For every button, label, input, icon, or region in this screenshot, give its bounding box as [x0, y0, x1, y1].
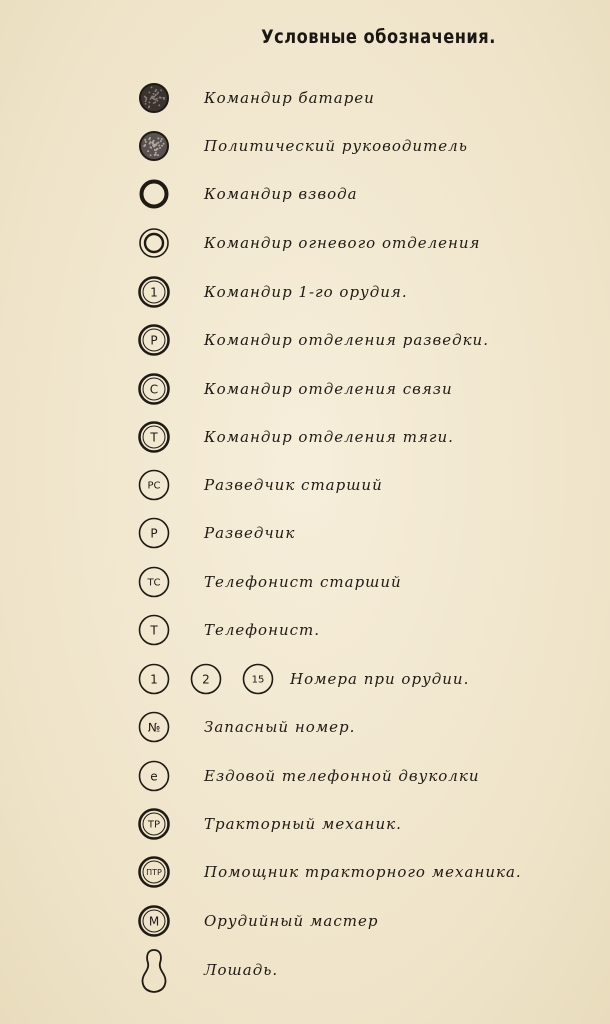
ring-letter-icon: [136, 419, 172, 455]
legend-label: Политический руководитель: [204, 137, 468, 155]
legend-label: Телефонист.: [204, 621, 321, 639]
svg-text:15: 15: [251, 674, 265, 686]
gun-number-2-icon: [188, 661, 224, 697]
legend-label: Помощник тракторного механика.: [204, 863, 522, 881]
legend-symbol: [134, 946, 174, 996]
legend-symbol: [134, 707, 174, 747]
legend-row: [0, 272, 610, 312]
legend-label: Разведчик старший: [204, 476, 383, 494]
legend-label: Тракторный механик.: [204, 815, 402, 833]
svg-text:1: 1: [150, 285, 158, 300]
legend-label: Орудийный мастер: [204, 912, 379, 930]
svg-text:1: 1: [150, 672, 158, 687]
page-title: Условные обозначения.: [261, 26, 496, 48]
legend-label: Командир огневого отделения: [204, 234, 481, 252]
legend-symbol: [134, 320, 174, 360]
svg-text:Р: Р: [150, 333, 158, 348]
legend-label: Командир 1-го орудия.: [204, 283, 408, 301]
ring-letter-icon: [136, 274, 172, 310]
ring-letter-icon: [136, 903, 172, 939]
legend-row: [0, 610, 610, 650]
legend-symbol: [134, 272, 174, 312]
svg-text:ТР: ТР: [147, 819, 161, 831]
legend-symbol: [134, 610, 174, 650]
svg-text:ПТР: ПТР: [146, 867, 162, 877]
legend-label: Запасный номер.: [204, 718, 356, 736]
thick-ring-icon: [136, 176, 172, 212]
ring-letter-icon: [136, 371, 172, 407]
gun-number-3-icon: [240, 661, 276, 697]
thin-circle-letter-icon: [136, 612, 172, 648]
legend-row: [0, 223, 610, 263]
thin-circle-letter-icon: [136, 515, 172, 551]
legend-row: [0, 369, 610, 409]
legend-label: Номера при орудии.: [290, 670, 470, 688]
svg-text:РС: РС: [147, 480, 161, 492]
ring-letter-icon: [136, 854, 172, 890]
svg-text:№: №: [147, 720, 161, 735]
legend-row: [0, 804, 610, 844]
thin-circle-letter-icon: [136, 758, 172, 794]
svg-text:Т: Т: [150, 623, 158, 638]
legend-row: [0, 901, 610, 941]
legend-label: Командир отделения связи: [204, 380, 453, 398]
legend-row: [0, 126, 610, 166]
legend-label: Ездовой телефонной двуколки: [204, 767, 480, 785]
svg-text:ТС: ТС: [147, 577, 161, 589]
legend-symbol: [134, 901, 174, 941]
legend-symbol: [134, 562, 174, 602]
gun-number-1-icon: [136, 661, 172, 697]
legend-row: [0, 174, 610, 214]
gun-number-symbols: [136, 661, 276, 697]
legend-row: [0, 950, 610, 990]
svg-text:е: е: [150, 769, 158, 784]
double-ring-icon: [136, 225, 172, 261]
legend-label: Командир отделения тяги.: [204, 428, 454, 446]
legend-row: [0, 417, 610, 457]
legend-symbol: [134, 465, 174, 505]
legend-row: [0, 659, 610, 699]
legend-row: [0, 707, 610, 747]
svg-text:М: М: [148, 914, 160, 929]
legend-symbol: [134, 369, 174, 409]
legend-symbol: [134, 223, 174, 263]
legend-label: Лошадь.: [204, 961, 279, 979]
ring-letter-icon: [136, 322, 172, 358]
legend-symbol: [134, 126, 174, 166]
legend-row: [0, 756, 610, 796]
svg-text:С: С: [149, 382, 159, 397]
svg-text:Р: Р: [150, 526, 158, 541]
legend-row: [0, 78, 610, 118]
legend-label: Командир взвода: [204, 185, 358, 203]
thin-circle-letter-icon: [136, 467, 172, 503]
legend-row: [0, 513, 610, 553]
legend-row: [0, 320, 610, 360]
legend-symbol: [134, 804, 174, 844]
svg-text:2: 2: [202, 672, 210, 687]
legend-symbol: [134, 78, 174, 118]
filled-circle-dark-icon: [136, 80, 172, 116]
legend-symbol: [134, 756, 174, 796]
filled-circle-dotted-icon: [136, 128, 172, 164]
legend-symbol: [134, 852, 174, 892]
legend-label: Командир отделения разведки.: [204, 331, 489, 349]
legend-label: Разведчик: [204, 524, 296, 542]
horse-icon: [136, 947, 172, 995]
legend-label: Командир батареи: [204, 89, 375, 107]
legend-symbol: [134, 513, 174, 553]
legend-symbol: [134, 417, 174, 457]
legend-row: [0, 562, 610, 602]
thin-circle-letter-icon: [136, 709, 172, 745]
svg-text:Т: Т: [150, 430, 158, 445]
legend-label: Телефонист старший: [204, 573, 402, 591]
ring-letter-icon: [136, 806, 172, 842]
legend-row: [0, 465, 610, 505]
legend-symbol: [134, 174, 174, 214]
legend-row: [0, 852, 610, 892]
thin-circle-letter-icon: [136, 564, 172, 600]
